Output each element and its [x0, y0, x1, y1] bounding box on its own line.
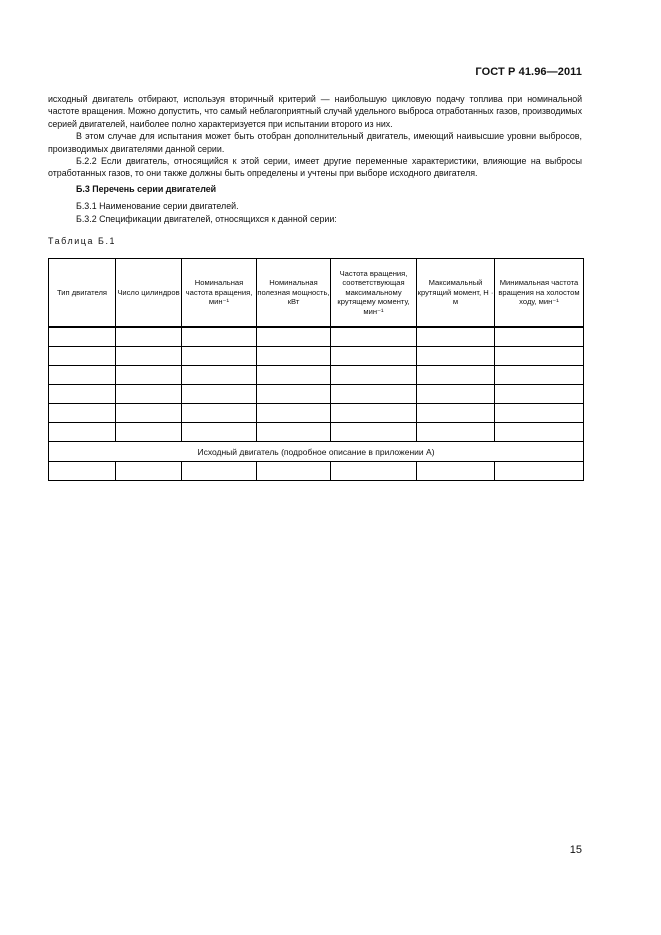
paragraph: В этом случае для испытания может быть отобран дополнительный двигатель, имеющий наивысшие уровни выбросов, производимых двигателями данной серии.	[48, 131, 582, 154]
column-header: Число цилиндров	[116, 259, 182, 328]
section-item: Б.3.2 Спецификации двигателей, относящихся к данной серии:	[76, 214, 337, 224]
paragraph: исходный двигатель отбирают, используя вторичный критерий — наибольшую цикловую подачу топлива при номинальной частоте вращения. Можно допустить, что самый неблагоприятный случай удельного выброса отработанных газов, производимых серией двигателей, наиболее полно характеризуется при испытании второго из них.	[48, 94, 582, 129]
document-header: ГОСТ Р 41.96—2011	[475, 66, 582, 78]
table-row	[49, 385, 584, 404]
table-row	[49, 462, 584, 481]
section-item: Б.3.1 Наименование серии двигателей.	[76, 201, 239, 211]
column-header: Тип двигателя	[49, 259, 116, 328]
table-row	[49, 366, 584, 385]
column-header: Максимальный крутящий момент, Н · м	[417, 259, 495, 328]
reference-engine-label: Исходный двигатель (подробное описание в приложении А)	[49, 442, 584, 462]
table-row	[49, 327, 584, 347]
table-row	[49, 404, 584, 423]
section-title: Б.3 Перечень серии двигателей	[76, 184, 217, 194]
reference-engine-row	[49, 442, 584, 462]
table-header-row	[49, 259, 584, 328]
column-header: Номинальная частота вращения, мин⁻¹	[182, 259, 257, 328]
column-header: Минимальная частота вращения на холостом ходу, мин⁻¹	[495, 259, 584, 328]
column-header: Частота вращения, соответствующая максимальному крутящему моменту, мин⁻¹	[331, 259, 417, 328]
table-row	[49, 423, 584, 442]
paragraph: Б.2.2 Если двигатель, относящийся к этой серии, имеет другие переменные характеристики, влияющие на выбросы отработанных газов, то они также должны быть определены и учтены при выборе исходного двигателя.	[48, 156, 582, 179]
table-caption: Таблица Б.1	[48, 236, 117, 246]
engine-spec-table	[48, 258, 584, 481]
table-row	[49, 347, 584, 366]
column-header: Номинальная полезная мощность, кВт	[257, 259, 331, 328]
body-text	[48, 93, 582, 180]
page-number: 15	[569, 844, 582, 856]
